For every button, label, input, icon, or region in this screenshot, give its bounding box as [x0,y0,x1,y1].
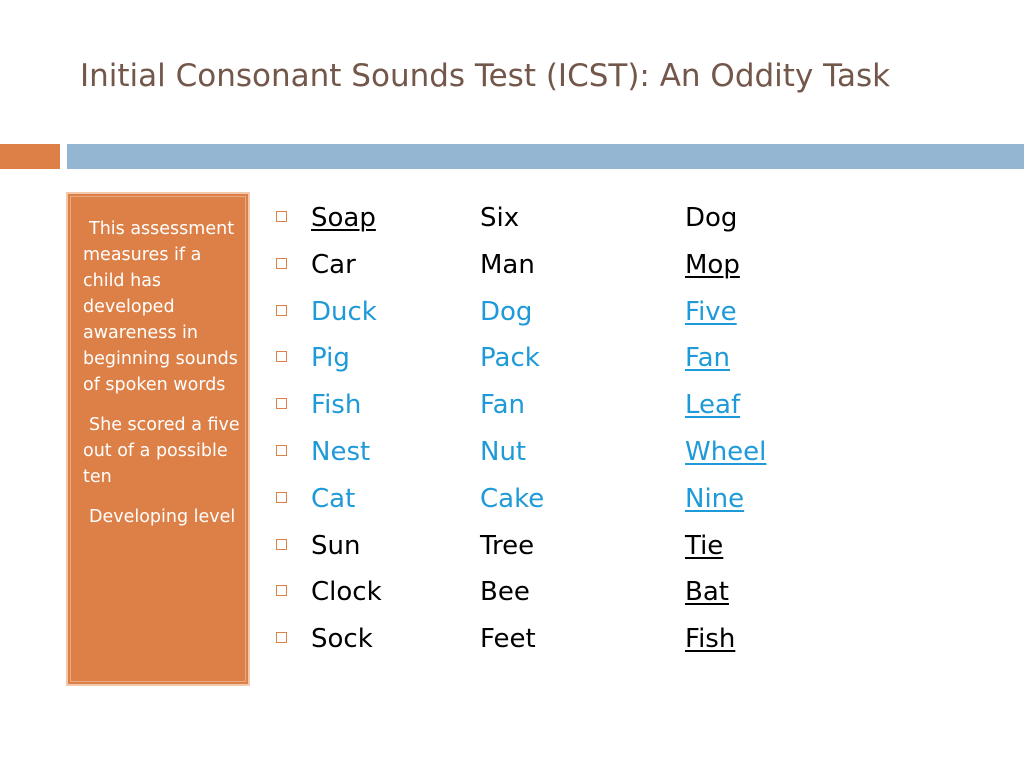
word-cell: Five [685,296,737,327]
word-row [276,245,876,292]
word-cell: Fan [480,390,525,421]
word-cell: Fan [685,343,730,374]
word-cell: Bat [685,577,729,608]
sidebar-paragraph-description: This assessment measures if a child has developed awareness in beginning sounds of spoken words [83,219,238,395]
word-cell: Six [480,203,520,233]
word-cell: Leaf [685,390,741,421]
word-cell: Feet [480,624,536,655]
word-row [276,479,876,526]
square-bullet-icon [276,258,287,269]
word-cell: Tie [685,530,724,561]
accent-bar-blue [67,144,1024,169]
word-row [276,338,876,385]
word-row [276,526,876,573]
square-bullet-icon [276,585,287,596]
word-cell: Wheel [685,436,767,467]
word-cell: Sun [311,530,361,561]
word-cell: Fish [685,624,736,655]
word-cell: Mop [685,249,740,280]
word-cell: Clock [311,577,382,608]
word-cell: Cat [311,483,356,514]
word-cell: Fish [311,390,362,421]
sidebar-paragraph-level: Developing level [89,507,236,527]
word-row [276,198,876,245]
square-bullet-icon [276,211,287,222]
word-row [276,572,876,619]
word-cell: Pig [311,343,350,374]
square-bullet-icon [276,445,287,456]
word-cell: Nine [685,483,745,514]
word-cell: Pack [480,343,540,374]
sidebar-text [83,216,245,544]
word-cell: Soap [311,203,376,233]
sidebar-paragraph-score: She scored a five out of a possible ten [83,415,240,487]
square-bullet-icon [276,492,287,503]
word-row [276,292,876,339]
word-cell: Nest [311,436,371,467]
word-cell: Duck [311,296,377,327]
accent-bar-orange [0,144,60,169]
word-cell: Cake [480,483,545,514]
word-cell: Bee [480,577,530,608]
word-cell: Nut [480,436,527,467]
word-row [276,385,876,432]
word-cell: Man [480,249,535,280]
square-bullet-icon [276,539,287,550]
square-bullet-icon [276,632,287,643]
word-cell: Dog [480,296,533,327]
slide-title: Initial Consonant Sounds Test (ICST): An Oddity Task [80,58,891,94]
word-cell: Sock [311,624,373,655]
square-bullet-icon [276,398,287,409]
word-list [276,198,876,666]
word-row [276,619,876,666]
word-cell: Car [311,249,356,280]
word-cell: Tree [480,530,535,561]
square-bullet-icon [276,305,287,316]
square-bullet-icon [276,351,287,362]
word-row [276,432,876,479]
word-cell: Dog [685,203,738,233]
